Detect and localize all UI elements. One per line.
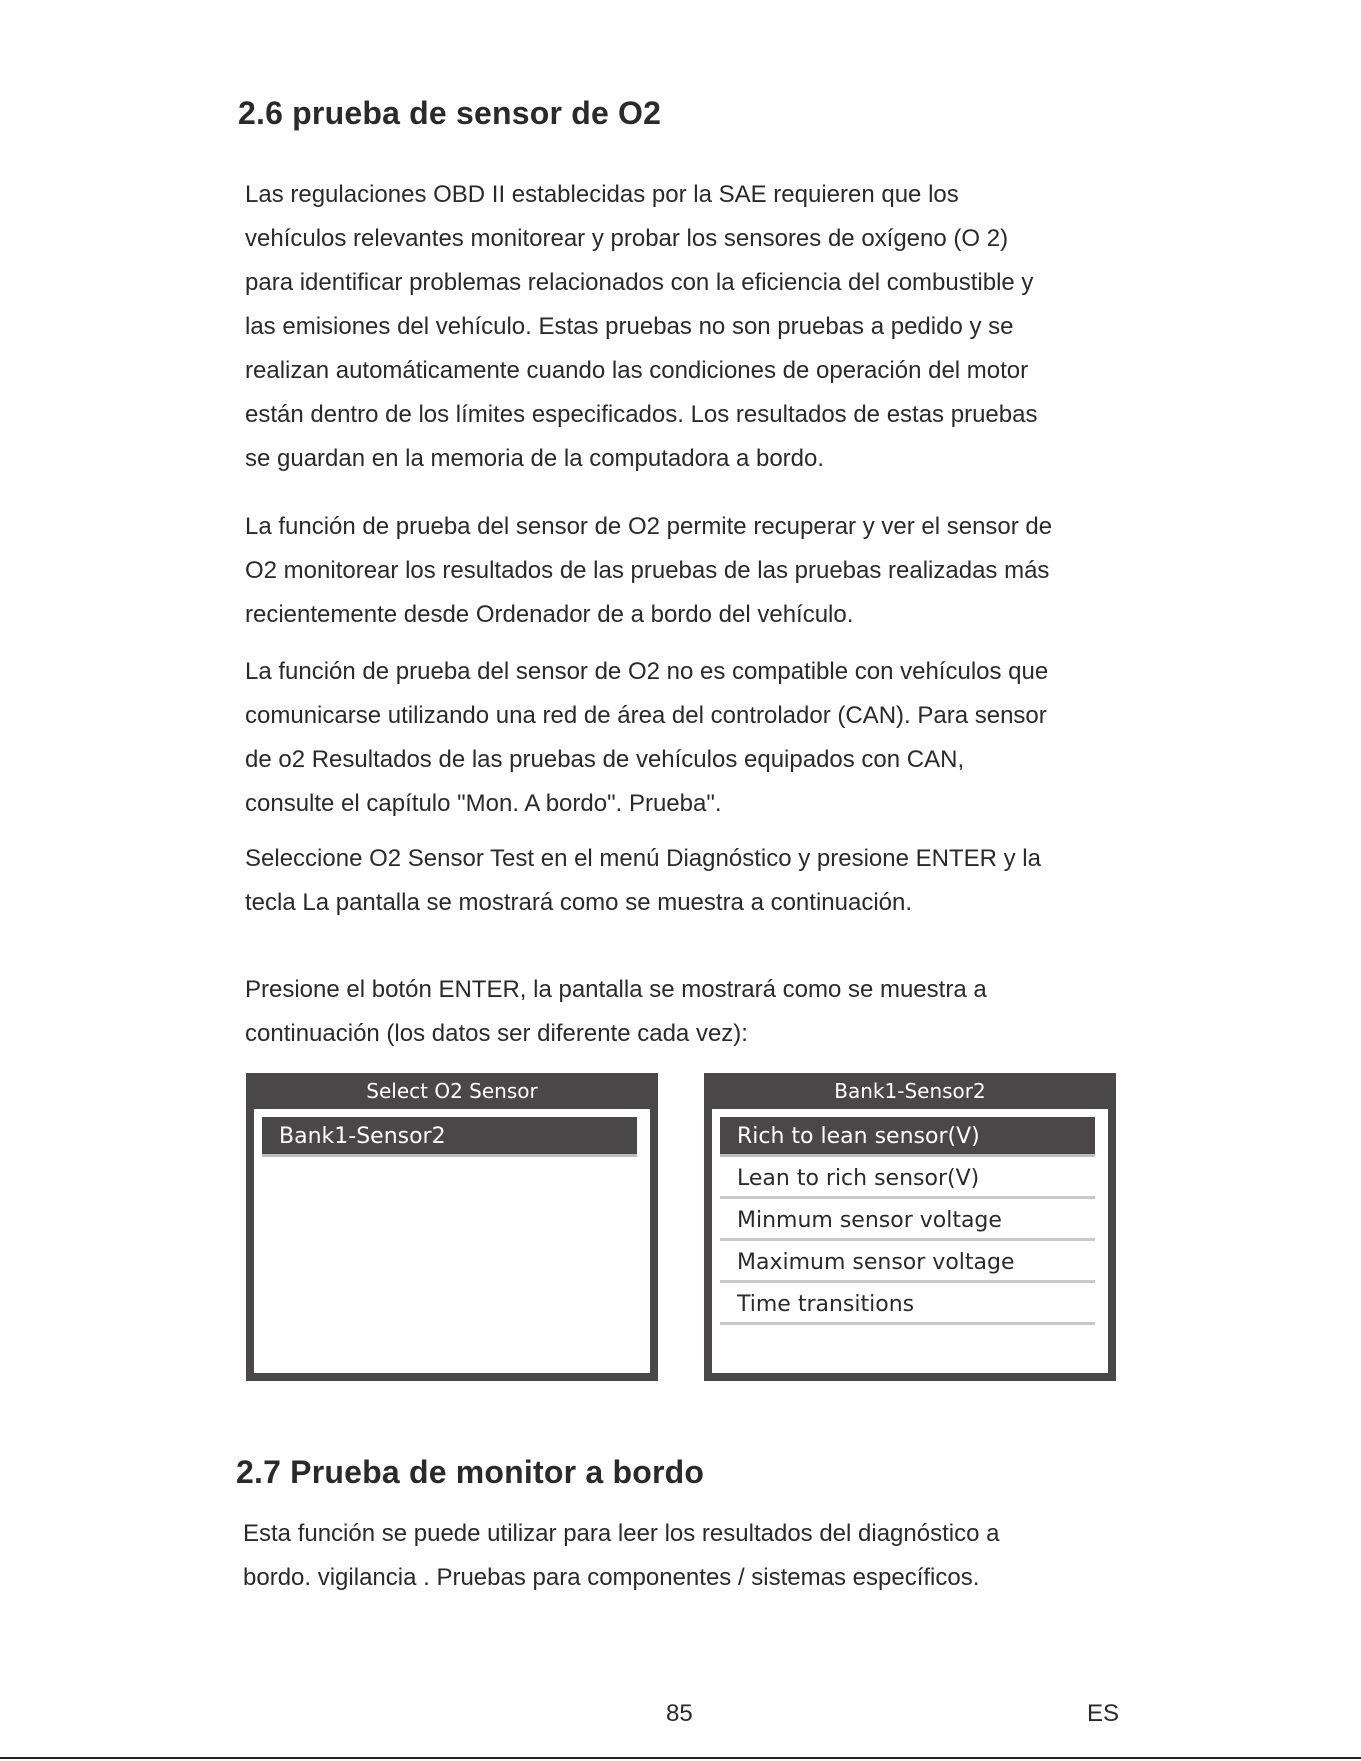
- text-line: Las regulaciones OBD II establecidas por la SAE requieren que los: [245, 181, 959, 208]
- text-line: O2 monitorear los resultados de las pruebas de las pruebas realizadas más: [245, 557, 1050, 584]
- language-code: ES: [1087, 1700, 1120, 1727]
- text-line: Presione el botón ENTER, la pantalla se mostrará como se muestra a: [245, 976, 987, 1003]
- device-screen-select-sensor: [246, 1073, 658, 1381]
- menu-item-rich-to-lean[interactable]: Rich to lean sensor(V): [720, 1117, 1095, 1157]
- text-line: realizan automáticamente cuando las condiciones de operación del motor: [245, 357, 1029, 384]
- text-line: La función de prueba del sensor de O2 no es compatible con vehículos que: [245, 658, 1049, 685]
- menu-item-time-transitions[interactable]: Time transitions: [720, 1285, 1095, 1325]
- screen-title: Select O2 Sensor: [366, 1079, 538, 1103]
- menu-item-lean-to-rich[interactable]: Lean to rich sensor(V): [720, 1159, 1095, 1199]
- text-line: para identificar problemas relacionados con la eficiencia del combustible y: [245, 269, 1034, 296]
- screen-body: [712, 1109, 1108, 1373]
- paragraph-can-note: [245, 650, 1125, 826]
- device-screen-bank1-sensor2: [704, 1073, 1116, 1381]
- text-line: tecla La pantalla se mostrará como se muestra a continuación.: [245, 889, 913, 916]
- text-line: bordo. vigilancia . Pruebas para componentes / sistemas específicos.: [243, 1564, 980, 1591]
- screen-body: [254, 1109, 650, 1373]
- paragraph-onboard-monitor: [243, 1512, 1123, 1600]
- menu-item-maximum-voltage[interactable]: Maximum sensor voltage: [720, 1243, 1095, 1283]
- page-number: 85: [666, 1700, 693, 1727]
- text-line: continuación (los datos ser diferente cada vez):: [245, 1020, 748, 1047]
- bottom-rule: [0, 1757, 1361, 1759]
- text-line: consulte el capítulo "Mon. A bordo". Prueba".: [245, 790, 722, 817]
- text-line: Esta función se puede utilizar para leer los resultados del diagnóstico a: [243, 1520, 1000, 1547]
- paragraph-select-instruction: [245, 837, 1125, 925]
- menu-item-bank1-sensor2[interactable]: Bank1-Sensor2: [262, 1117, 637, 1157]
- text-line: de o2 Resultados de las pruebas de vehículos equipados con CAN,: [245, 746, 965, 773]
- paragraph-o2-regulations: [245, 173, 1125, 481]
- text-line: se guardan en la memoria de la computadora a bordo.: [245, 445, 825, 472]
- text-line: comunicarse utilizando una red de área del controlador (CAN). Para sensor: [245, 702, 1047, 729]
- text-line: están dentro de los límites especificados. Los resultados de estas pruebas: [245, 401, 1038, 428]
- menu-item-minimum-voltage[interactable]: Minmum sensor voltage: [720, 1201, 1095, 1241]
- text-line: recientemente desde Ordenador de a bordo del vehículo.: [245, 601, 854, 628]
- section-2-6-heading: 2.6 prueba de sensor de O2: [238, 95, 662, 131]
- text-line: Seleccione O2 Sensor Test en el menú Diagnóstico y presione ENTER y la: [245, 845, 1041, 872]
- paragraph-o2-function: [245, 505, 1125, 637]
- screen-title: Bank1-Sensor2: [834, 1079, 986, 1103]
- text-line: las emisiones del vehículo. Estas pruebas no son pruebas a pedido y se: [245, 313, 1014, 340]
- section-2-7-heading: 2.7 Prueba de monitor a bordo: [236, 1454, 705, 1490]
- paragraph-enter-instruction: [245, 968, 1125, 1056]
- text-line: vehículos relevantes monitorear y probar los sensores de oxígeno (O 2): [245, 225, 1009, 252]
- text-line: La función de prueba del sensor de O2 permite recuperar y ver el sensor de: [245, 513, 1053, 540]
